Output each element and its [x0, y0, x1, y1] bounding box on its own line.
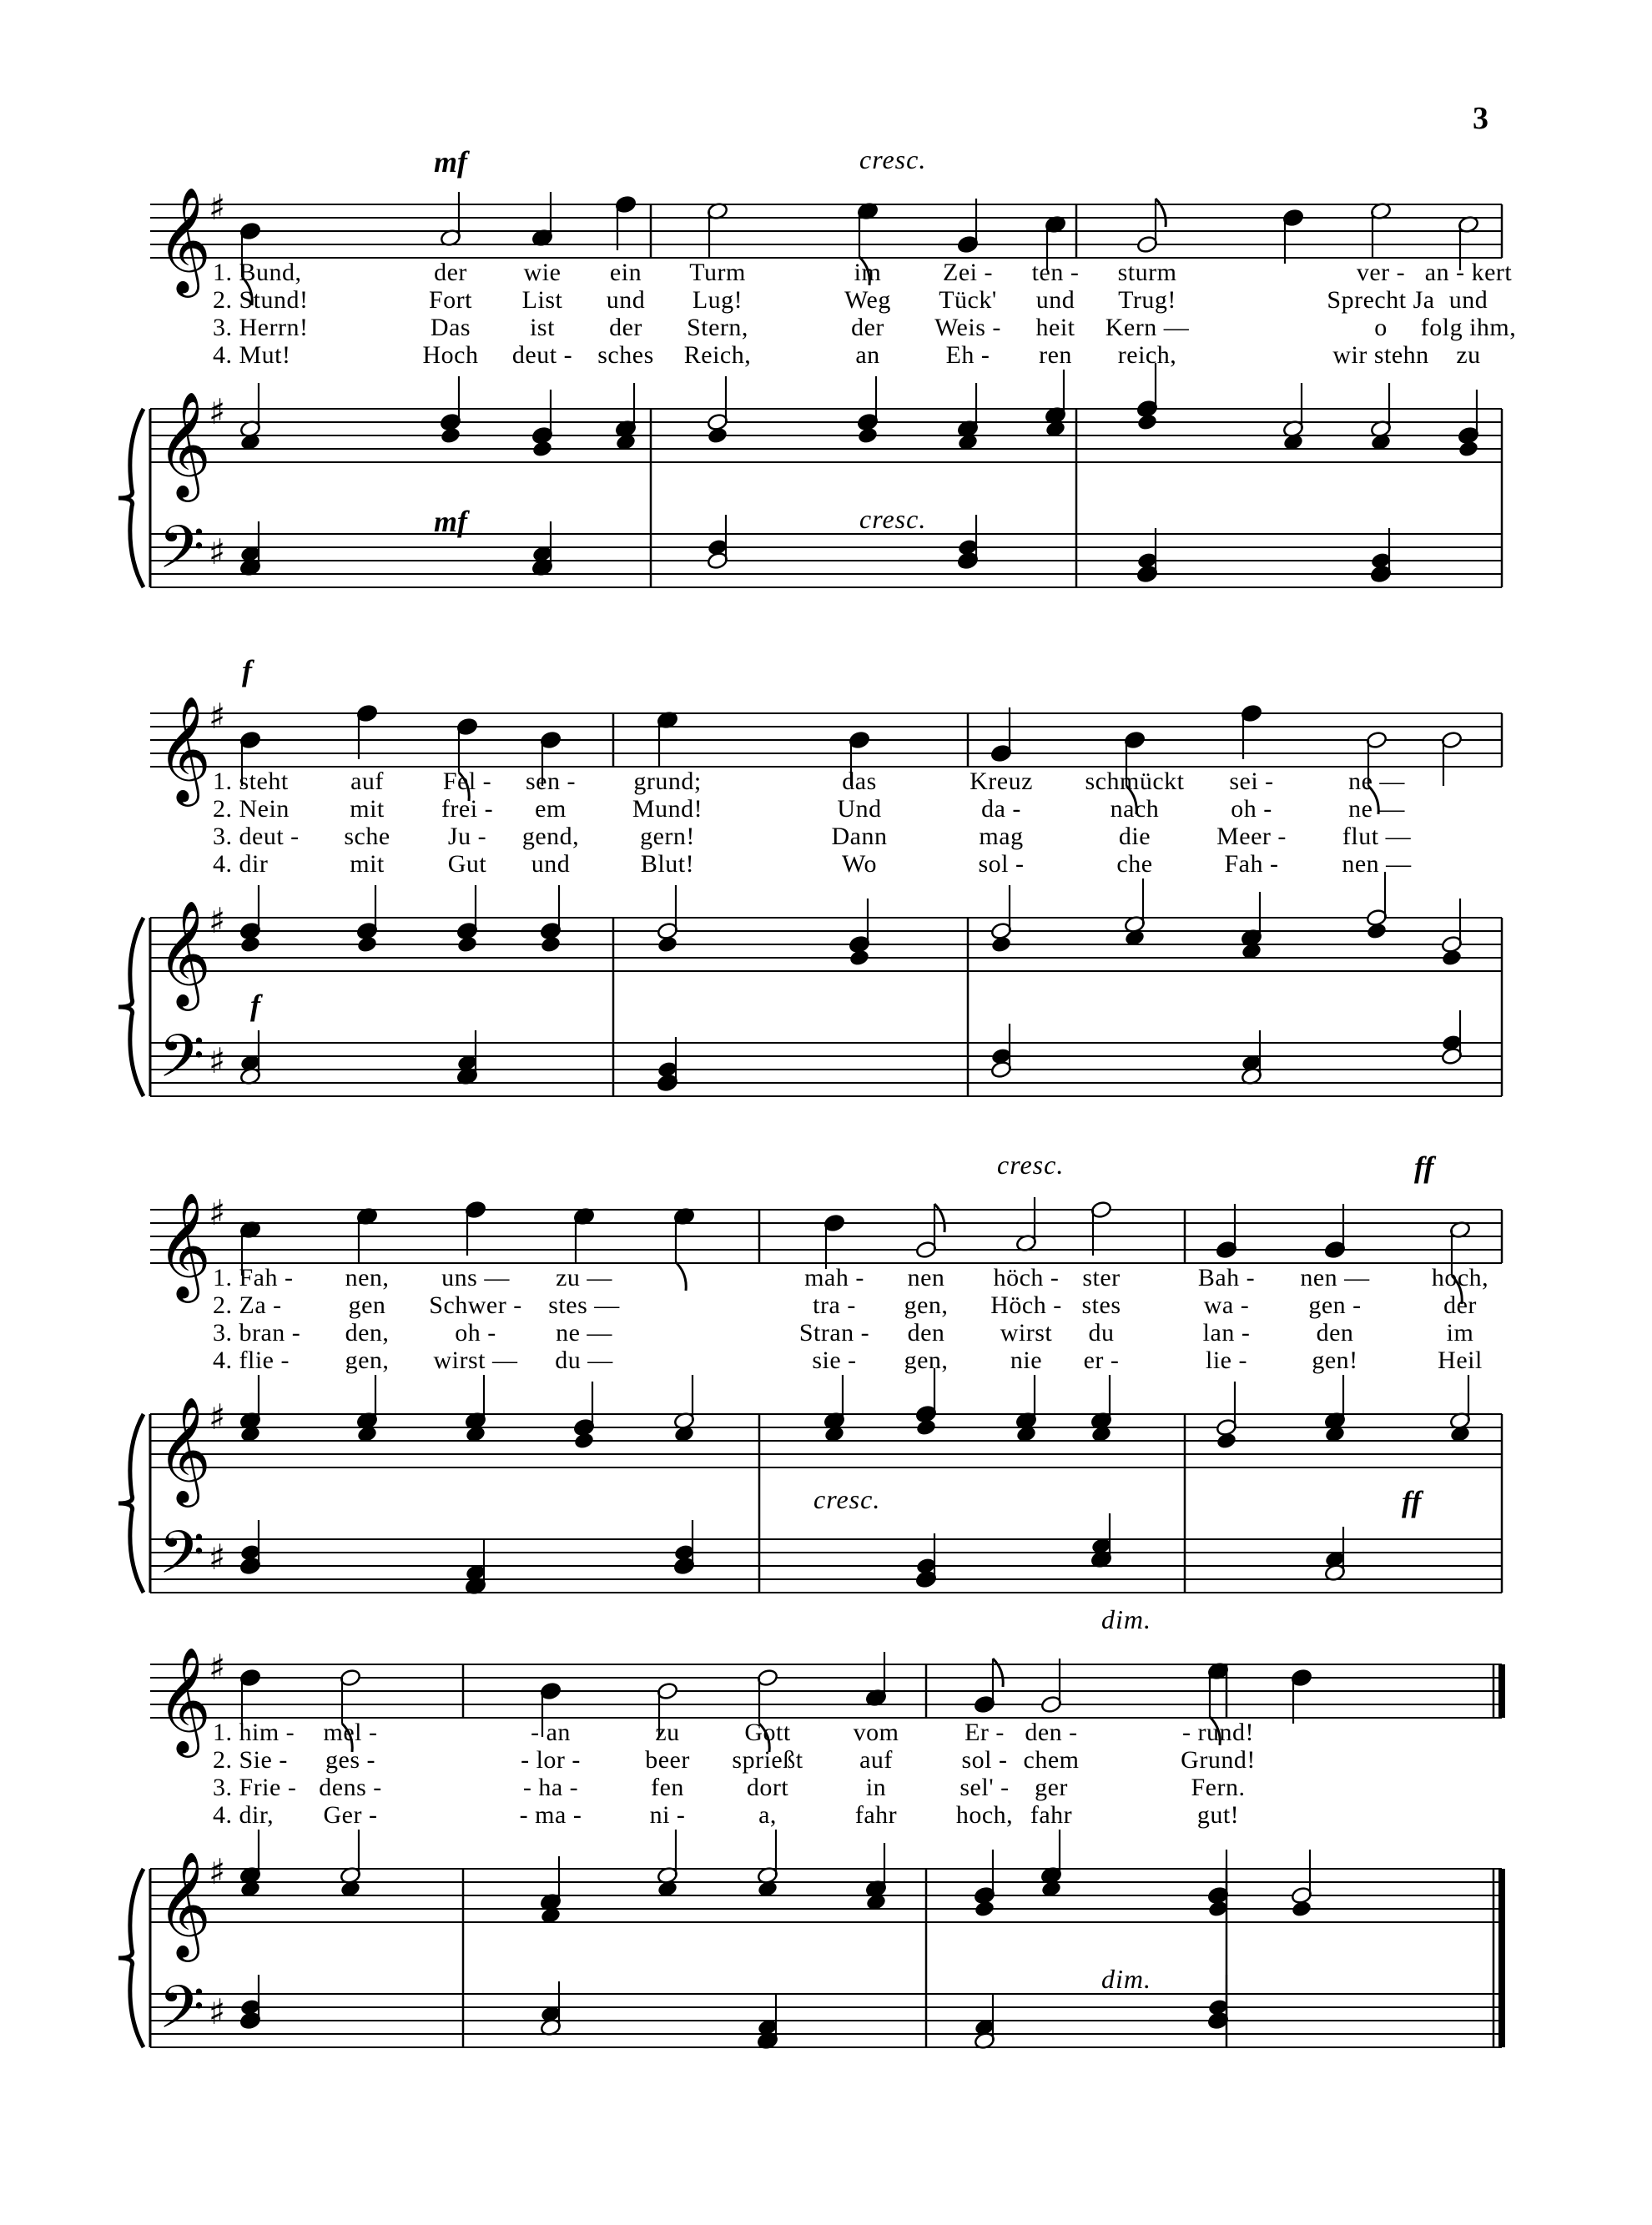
key-sharp-icon: ♯ [209, 1647, 226, 1688]
page-number: 3 [1473, 101, 1488, 136]
lyric-syllable: sol - [978, 850, 1025, 878]
lyric-verse-3 [0, 1319, 1652, 1347]
lyric-syllable: tra - [813, 1291, 856, 1319]
lyric-syllable: Schwer - [429, 1291, 522, 1319]
dynamic-marking: f [242, 654, 252, 687]
lyric-syllable: - lor - [521, 1746, 581, 1774]
bass-clef-icon: 𝄢 [159, 1973, 205, 2056]
dynamic-marking: ff [1402, 1485, 1422, 1518]
lyric-syllable: nie [1010, 1347, 1043, 1374]
lyric-syllable: ten - [1031, 259, 1080, 286]
lyric-syllable: der [851, 314, 884, 341]
lyric-syllable: zu — [556, 1264, 612, 1291]
staff-notation [0, 1185, 1652, 1702]
lyric-syllable: ni - [649, 1801, 686, 1829]
lyric-syllable: hoch, [1431, 1264, 1489, 1291]
lyric-syllable: Kreuz [970, 768, 1033, 795]
dynamic-marking: mf [434, 145, 467, 179]
lyric-syllable: Weg [844, 286, 891, 314]
lyric-syllable: heit [1035, 314, 1075, 341]
lyric-syllable: beer [645, 1746, 690, 1774]
lyric-syllable: gen, [904, 1347, 949, 1374]
lyric-syllable: stes — [548, 1291, 620, 1319]
brace-icon [118, 409, 144, 587]
lyric-syllable: Blut! [640, 850, 695, 878]
treble-clef-icon: 𝄞 [157, 1191, 212, 1298]
lyric-syllable: sen - [526, 768, 576, 795]
lyric-syllable: den [907, 1319, 945, 1347]
lyric-syllable: wir stehn [1332, 341, 1429, 369]
lyric-syllable: o [1374, 314, 1388, 341]
key-sharp-icon: ♯ [209, 1991, 226, 2032]
lyric-syllable: Turm [689, 259, 746, 286]
lyric-syllable: nach [1110, 795, 1160, 823]
lyric-syllable: auf [859, 1746, 893, 1774]
dynamic-marking: cresc. [859, 144, 927, 174]
lyric-syllable: nen, [345, 1264, 390, 1291]
lyric-syllable: ne — [1348, 768, 1405, 795]
lyric-syllable: Ju - [447, 823, 487, 850]
lyric-syllable: 3. Frie - [213, 1774, 297, 1801]
lyric-syllable: und [1035, 286, 1075, 314]
lyric-syllable: stes [1081, 1291, 1121, 1319]
lyric-syllable: chem [1023, 1746, 1080, 1774]
music-system [0, 654, 1652, 1206]
lyric-syllable: 1. steht [213, 768, 289, 795]
lyric-syllable: den - [1025, 1719, 1078, 1746]
lyric-syllable: folg ihm, [1420, 314, 1517, 341]
notes [239, 704, 1463, 1093]
lyric-syllable: ist [530, 314, 555, 341]
notes [239, 1197, 1471, 1595]
piano-bass-staff [150, 1973, 1502, 2056]
lyric-syllable: lan - [1202, 1319, 1251, 1347]
key-sharp-icon: ♯ [209, 900, 226, 941]
lyric-syllable: 4. dir, [213, 1801, 274, 1829]
lyric-verse-4 [0, 850, 1652, 878]
lyric-verse-4 [0, 1801, 1652, 1830]
piano-bass-staff [150, 1518, 1502, 1602]
lyric-syllable: du — [555, 1347, 613, 1374]
lyric-syllable: gen, [904, 1291, 949, 1319]
lyric-syllable: em [535, 795, 567, 823]
lyric-syllable: im [854, 259, 882, 286]
lyric-syllable: List [521, 286, 563, 314]
lyric-syllable: - an [531, 1719, 571, 1746]
lyric-syllable: Und [837, 795, 882, 823]
lyric-syllable: gen [348, 1291, 386, 1319]
piano-bass-staff [150, 1022, 1502, 1105]
dynamic-marking: cresc. [859, 504, 927, 534]
key-sharp-icon: ♯ [209, 531, 226, 572]
lyric-verse-4 [0, 1347, 1652, 1375]
lyric-syllable: Meer - [1216, 823, 1287, 850]
lyric-syllable: nen [907, 1264, 945, 1291]
piano-bass-staff [150, 513, 1502, 597]
bass-clef-icon: 𝄢 [159, 1022, 205, 1105]
lyric-syllable: zu [1456, 341, 1481, 369]
lyric-syllable: zu [655, 1719, 680, 1746]
dynamic-marking: dim. [1101, 1604, 1151, 1634]
lyric-syllable: - rund! [1182, 1719, 1254, 1746]
lyric-syllable: an [855, 341, 880, 369]
lyric-syllable: der [1443, 1291, 1477, 1319]
lyric-syllable: gen! [1312, 1347, 1358, 1374]
lyric-verse-2 [0, 795, 1652, 823]
lyric-syllable: wa - [1203, 1291, 1250, 1319]
lyric-syllable: vom [853, 1719, 899, 1746]
lyric-syllable: Reich, [683, 341, 752, 369]
lyric-syllable: hoch, [955, 1801, 1014, 1829]
lyric-syllable: Grund! [1181, 1746, 1256, 1774]
lyric-syllable: 3. Herrn! [213, 314, 309, 341]
final-barline [1498, 1869, 1505, 2047]
staff-notation [0, 688, 1652, 1206]
lyric-syllable: dens - [319, 1774, 382, 1801]
lyric-syllable: Gott [744, 1719, 791, 1746]
dynamic-marking: dim. [1101, 1964, 1151, 1994]
dynamic-marking: ff [1414, 1150, 1434, 1184]
lyric-syllable: Trug! [1118, 286, 1176, 314]
lyric-syllable: sprießt [732, 1746, 803, 1774]
dynamic-marking: cresc. [997, 1150, 1065, 1180]
lyric-verse-1 [0, 259, 1652, 287]
treble-clef-icon: 𝄞 [157, 1850, 212, 1957]
lyric-syllable: Stran - [798, 1319, 870, 1347]
key-sharp-icon: ♯ [209, 391, 226, 432]
lyric-syllable: Fort [428, 286, 473, 314]
lyric-syllable: der [609, 314, 642, 341]
lyric-syllable: den, [345, 1319, 390, 1347]
lyric-syllable: mit [350, 795, 385, 823]
lyric-syllable: sche [344, 823, 390, 850]
treble-clef-icon: 𝄞 [157, 186, 212, 293]
key-sharp-icon: ♯ [209, 1397, 226, 1437]
lyric-syllable: ein [609, 259, 642, 286]
lyric-syllable: Fel - [442, 768, 492, 795]
lyric-syllable: sches [597, 341, 654, 369]
music-system [0, 1604, 1652, 2157]
lyric-syllable: fen [651, 1774, 684, 1801]
lyric-syllable: 2. Sie - [213, 1746, 288, 1774]
key-sharp-icon: ♯ [209, 1040, 226, 1081]
lyric-syllable: - ha - [522, 1774, 579, 1801]
lyric-syllable: Wo [842, 850, 877, 878]
key-sharp-icon: ♯ [209, 696, 226, 737]
lyric-syllable: 2. Za - [213, 1291, 282, 1319]
lyric-syllable: Tück' [939, 286, 997, 314]
key-sharp-icon: ♯ [209, 1537, 226, 1578]
lyric-syllable: wirst [1000, 1319, 1053, 1347]
dynamic-marking: mf [434, 505, 467, 538]
lyric-syllable: reich, [1117, 341, 1177, 369]
lyric-syllable: Fern. [1191, 1774, 1246, 1801]
lyric-syllable: sturm [1117, 259, 1177, 286]
music-system [0, 144, 1652, 697]
lyric-syllable: gern! [640, 823, 695, 850]
lyric-syllable: den [1316, 1319, 1354, 1347]
lyric-syllable: mag [979, 823, 1024, 850]
staff-notation [0, 179, 1652, 697]
lyric-syllable: der [434, 259, 467, 286]
lyric-syllable: che [1116, 850, 1153, 878]
lyric-syllable: mah - [804, 1264, 864, 1291]
key-sharp-icon: ♯ [209, 1192, 226, 1233]
lyric-syllable: a, [758, 1801, 777, 1829]
lyric-syllable: Stern, [687, 314, 748, 341]
lyric-syllable: das [842, 768, 877, 795]
lyric-syllable: er - [1083, 1347, 1120, 1374]
lyric-verse-3 [0, 823, 1652, 851]
staff-notation [0, 1639, 1652, 2157]
lyric-verse-2 [0, 1291, 1652, 1320]
lyric-syllable: 3. deut - [213, 823, 300, 850]
lyric-syllable: 4. dir [213, 850, 269, 878]
lyric-syllable: Zei - [943, 259, 993, 286]
bass-clef-icon: 𝄢 [159, 513, 205, 597]
lyric-syllable: 1. Bund, [213, 259, 302, 286]
lyric-syllable: gen, [345, 1347, 390, 1374]
lyric-verse-1 [0, 1719, 1652, 1747]
treble-clef-icon: 𝄞 [157, 695, 212, 802]
lyric-syllable: gend, [521, 823, 580, 850]
lyric-syllable: Sprecht Ja [1327, 286, 1435, 314]
lyric-syllable: da - [981, 795, 1021, 823]
lyric-syllable: ger [1035, 1774, 1068, 1801]
key-sharp-icon: ♯ [209, 187, 226, 228]
lyric-verse-2 [0, 1746, 1652, 1774]
lyric-syllable: frei - [441, 795, 494, 823]
lyric-syllable: mel - [323, 1719, 378, 1746]
lyric-syllable: sei - [1229, 768, 1274, 795]
lyric-syllable: in [865, 1774, 887, 1801]
lyric-syllable: Weis - [934, 314, 1001, 341]
lyric-syllable: die [1118, 823, 1151, 850]
treble-clef-icon: 𝄞 [157, 1396, 212, 1503]
lyric-syllable: 2. Nein [213, 795, 290, 823]
music-system [0, 1150, 1652, 1702]
lyric-syllable: gen - [1308, 1291, 1362, 1319]
key-sharp-icon: ♯ [209, 1851, 226, 1892]
lyric-syllable: ster [1082, 1264, 1121, 1291]
lyric-verse-3 [0, 1774, 1652, 1802]
lyric-syllable: gut! [1196, 1801, 1240, 1829]
lyric-syllable: schmückt [1085, 768, 1185, 795]
lyric-syllable: Heil [1438, 1347, 1483, 1374]
notes [239, 1652, 1312, 2050]
brace-icon [118, 918, 144, 1096]
lyric-syllable: lie - [1206, 1347, 1247, 1374]
lyric-syllable: oh - [1231, 795, 1272, 823]
lyric-syllable: Hoch [422, 341, 479, 369]
lyric-syllable: 1. him - [213, 1719, 295, 1746]
lyric-syllable: Gut [447, 850, 487, 878]
lyric-syllable: du [1088, 1319, 1115, 1347]
lyric-syllable: und [606, 286, 646, 314]
treble-clef-icon: 𝄞 [157, 390, 212, 497]
lyric-syllable: nen — [1342, 850, 1412, 878]
lyric-verse-1 [0, 768, 1652, 796]
lyric-syllable: auf [350, 768, 384, 795]
final-barline [1498, 1664, 1505, 1718]
lyric-syllable: Fah - [1224, 850, 1279, 878]
brace-icon [118, 1869, 144, 2047]
lyric-syllable: sie - [812, 1347, 857, 1374]
lyric-syllable: Kern — [1105, 314, 1190, 341]
lyric-syllable: im [1446, 1319, 1474, 1347]
lyric-syllable: flut — [1342, 823, 1412, 850]
lyric-syllable: Bah - [1197, 1264, 1256, 1291]
lyric-syllable: sol - [961, 1746, 1008, 1774]
treble-clef-icon: 𝄞 [157, 899, 212, 1006]
lyric-syllable: 4. flie - [213, 1347, 290, 1374]
lyric-syllable: Mund! [632, 795, 703, 823]
lyric-syllable: nen — [1300, 1264, 1370, 1291]
lyric-syllable: Lug! [692, 286, 743, 314]
lyric-verse-2 [0, 286, 1652, 315]
lyric-syllable: Das [430, 314, 471, 341]
lyric-syllable: ne — [556, 1319, 612, 1347]
dynamic-marking: f [250, 989, 260, 1022]
lyric-syllable: fahr [854, 1801, 898, 1829]
lyric-syllable: 2. Stund! [213, 286, 309, 314]
lyric-syllable: und [531, 850, 571, 878]
lyric-syllable: 1. Fah - [213, 1264, 294, 1291]
lyric-syllable: Eh - [945, 341, 990, 369]
lyric-syllable: ges - [325, 1746, 375, 1774]
dynamic-marking: cresc. [813, 1484, 881, 1514]
lyric-syllable: dort [746, 1774, 789, 1801]
lyric-verse-1 [0, 1264, 1652, 1292]
lyric-syllable: Dann [831, 823, 888, 850]
lyric-syllable: ver - [1356, 259, 1406, 286]
lyric-syllable: wirst — [433, 1347, 518, 1374]
lyric-syllable: grund; [633, 768, 702, 795]
lyric-syllable: uns — [441, 1264, 510, 1291]
lyric-syllable: ne — [1348, 795, 1405, 823]
lyric-syllable: oh - [455, 1319, 496, 1347]
lyric-syllable: fahr [1030, 1801, 1073, 1829]
lyric-syllable: deut - [511, 341, 573, 369]
lyric-verse-3 [0, 314, 1652, 342]
lyric-verse-4 [0, 341, 1652, 370]
lyric-syllable: Höch - [990, 1291, 1062, 1319]
piano-treble-staff [150, 899, 1502, 1011]
lyric-syllable: Ger - [323, 1801, 378, 1829]
lyric-syllable: sel' - [959, 1774, 1010, 1801]
lyric-syllable: - ma - [519, 1801, 582, 1829]
lyric-syllable: an - kert [1424, 259, 1513, 286]
lyric-syllable: 3. bran - [213, 1319, 301, 1347]
treble-clef-icon: 𝄞 [157, 1646, 212, 1753]
lyric-syllable: 4. Mut! [213, 341, 291, 369]
lyric-syllable: ren [1039, 341, 1072, 369]
lyric-syllable: höch - [993, 1264, 1060, 1291]
lyric-syllable: und [1448, 286, 1488, 314]
lyric-syllable: wie [523, 259, 562, 286]
lyric-syllable: Er - [965, 1719, 1005, 1746]
bass-clef-icon: 𝄢 [159, 1518, 205, 1602]
brace-icon [118, 1414, 144, 1593]
lyric-syllable: mit [350, 850, 385, 878]
